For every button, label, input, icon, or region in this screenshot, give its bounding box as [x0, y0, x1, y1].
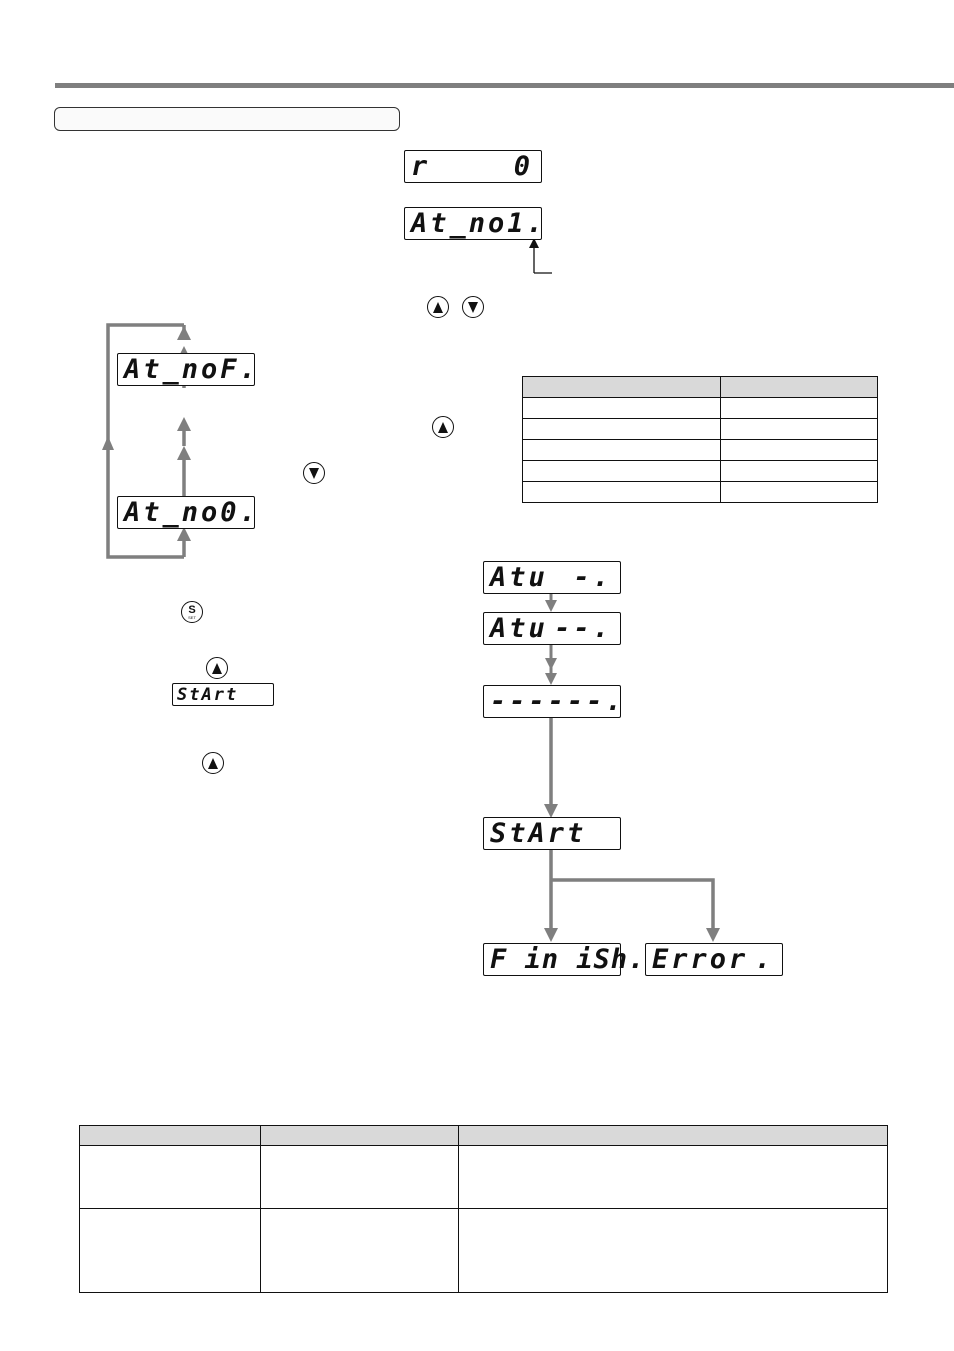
- table-cell: [80, 1146, 261, 1209]
- display-atu-2: [483, 612, 621, 645]
- display-atu-1-right: -.: [573, 562, 612, 593]
- display-dashes: ------.: [483, 685, 621, 718]
- up-arrow-icon: [438, 422, 448, 433]
- set-key-button[interactable]: [181, 601, 203, 623]
- table-cell: [523, 440, 721, 461]
- table-row: [523, 440, 878, 461]
- set-key-label: S: [188, 603, 196, 616]
- table-cell: [459, 1146, 888, 1209]
- display-atu-2-right: --.: [554, 613, 612, 644]
- table-cell: [721, 419, 878, 440]
- up-key-button-2[interactable]: [432, 416, 454, 438]
- display-atu-1: [483, 561, 621, 594]
- up-key-button-3[interactable]: [206, 657, 228, 679]
- table-cell: [261, 1146, 459, 1209]
- display-at-no1: At_no1.: [404, 207, 542, 240]
- table-header-cell: [721, 377, 878, 398]
- display-error-right: .: [754, 944, 774, 975]
- table-row: [523, 482, 878, 503]
- up-arrow-icon: [208, 758, 218, 769]
- table-row: [523, 419, 878, 440]
- table-header-cell: [261, 1126, 459, 1146]
- set-key-sublabel: SET: [188, 614, 196, 620]
- display-error-left: Error: [652, 944, 749, 975]
- result-table: [79, 1125, 888, 1293]
- down-key-button-2[interactable]: [303, 462, 325, 484]
- table-cell: [523, 398, 721, 419]
- down-key-button[interactable]: [462, 296, 484, 318]
- table-header-row: [523, 377, 878, 398]
- display-finish: F in iSh.: [483, 943, 621, 976]
- up-arrow-icon: [433, 302, 443, 313]
- table-cell: [459, 1209, 888, 1293]
- display-error: [645, 943, 783, 976]
- table-cell: [261, 1209, 459, 1293]
- table-header-cell: [80, 1126, 261, 1146]
- table-cell: [80, 1209, 261, 1293]
- table-row: [523, 398, 878, 419]
- table-row: [523, 461, 878, 482]
- table-header-cell: [523, 377, 721, 398]
- tuning-table: [522, 376, 878, 503]
- table-cell: [721, 482, 878, 503]
- display-r-zero: [404, 150, 542, 183]
- display-atu-2-left: Atu: [490, 613, 548, 644]
- decimal-point-callout: [534, 246, 552, 273]
- up-arrow-icon: [212, 663, 222, 674]
- table-cell: [721, 398, 878, 419]
- table-header-row: [80, 1126, 888, 1146]
- table-cell: [721, 461, 878, 482]
- table-cell: [721, 440, 878, 461]
- table-cell: [523, 461, 721, 482]
- display-r-zero-left: r: [411, 151, 431, 182]
- table-cell: [523, 482, 721, 503]
- display-start-big: StArt: [483, 817, 621, 850]
- table-cell: [523, 419, 721, 440]
- table-row: [80, 1146, 888, 1209]
- down-arrow-icon: [309, 468, 319, 479]
- display-start-small: StArt: [172, 683, 274, 706]
- up-key-button[interactable]: [427, 296, 449, 318]
- table-header-cell: [459, 1126, 888, 1146]
- table-row: [80, 1209, 888, 1293]
- display-at-nof: At_noF.: [117, 353, 255, 386]
- display-r-zero-right: 0: [513, 151, 533, 182]
- display-atu-1-left: Atu: [490, 562, 548, 593]
- up-key-button-4[interactable]: [202, 752, 224, 774]
- down-arrow-icon: [468, 302, 478, 313]
- display-at-no0: At_no0.: [117, 496, 255, 529]
